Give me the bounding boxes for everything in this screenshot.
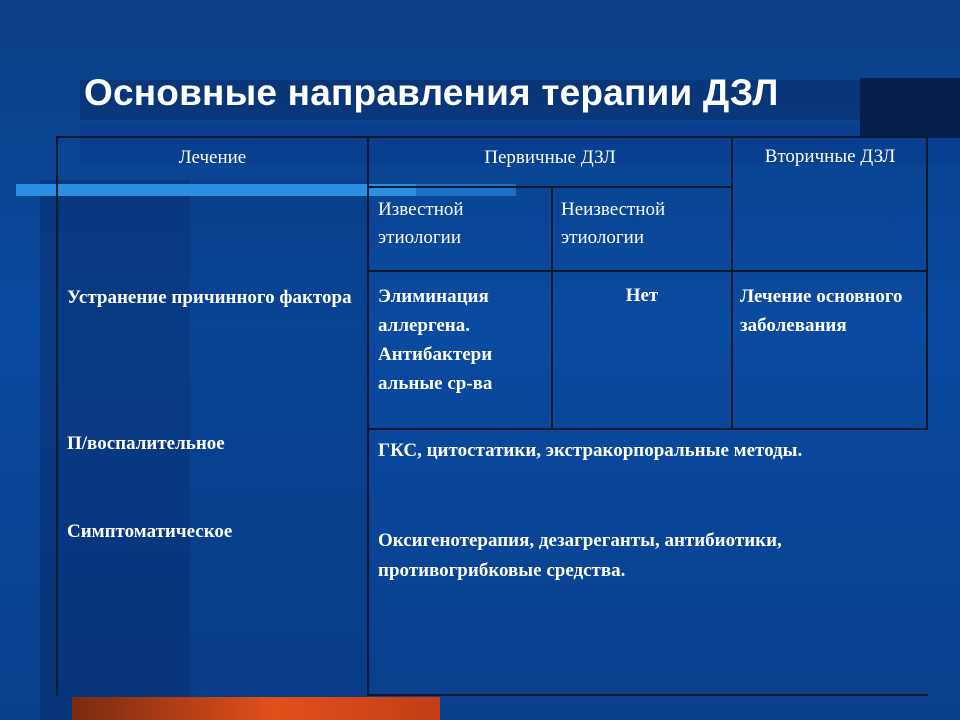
decor-dark-block — [860, 78, 960, 138]
table-rule-col3 — [731, 136, 733, 430]
cause-secondary-value: Лечение основного заболевания — [740, 286, 903, 336]
anti-inflammatory-value: ГКС, цитостатики, экстракорпоральные методы. — [378, 440, 803, 461]
decor-orange-bar — [72, 697, 440, 720]
table-border-bottom — [368, 694, 928, 696]
subheader-known: Известной этиологии — [378, 199, 464, 248]
slide-title: Основные направления терапии ДЗЛ — [84, 72, 779, 113]
row-label-anti-inflammatory: П/воспалительное — [67, 433, 225, 454]
cause-known-value: Элиминация аллергена. Антибактери альные ср-ва — [378, 286, 493, 394]
cause-unknown-value: Нет — [625, 285, 659, 306]
table-border-right — [926, 136, 928, 430]
row-label-symptomatic: Симптоматическое — [67, 521, 233, 542]
symptomatic-value: Оксигенотерапия, дезагреганты, антибиотики, противогрибковые средства. — [378, 530, 782, 581]
header-primary: Первичные ДЗЛ — [484, 147, 616, 168]
table-rule-subheader — [368, 270, 928, 272]
decor-cyan-bar — [16, 184, 416, 196]
subheader-unknown: Неизвестной этиологии — [561, 199, 666, 248]
table-rule-cause — [368, 428, 928, 430]
decor-cyan-bar-secondary — [416, 184, 516, 196]
header-treatment: Лечение — [178, 147, 247, 168]
header-secondary: Вторичные ДЗЛ — [764, 146, 896, 167]
row-label-cause: Устранение причинного фактора — [67, 287, 352, 308]
